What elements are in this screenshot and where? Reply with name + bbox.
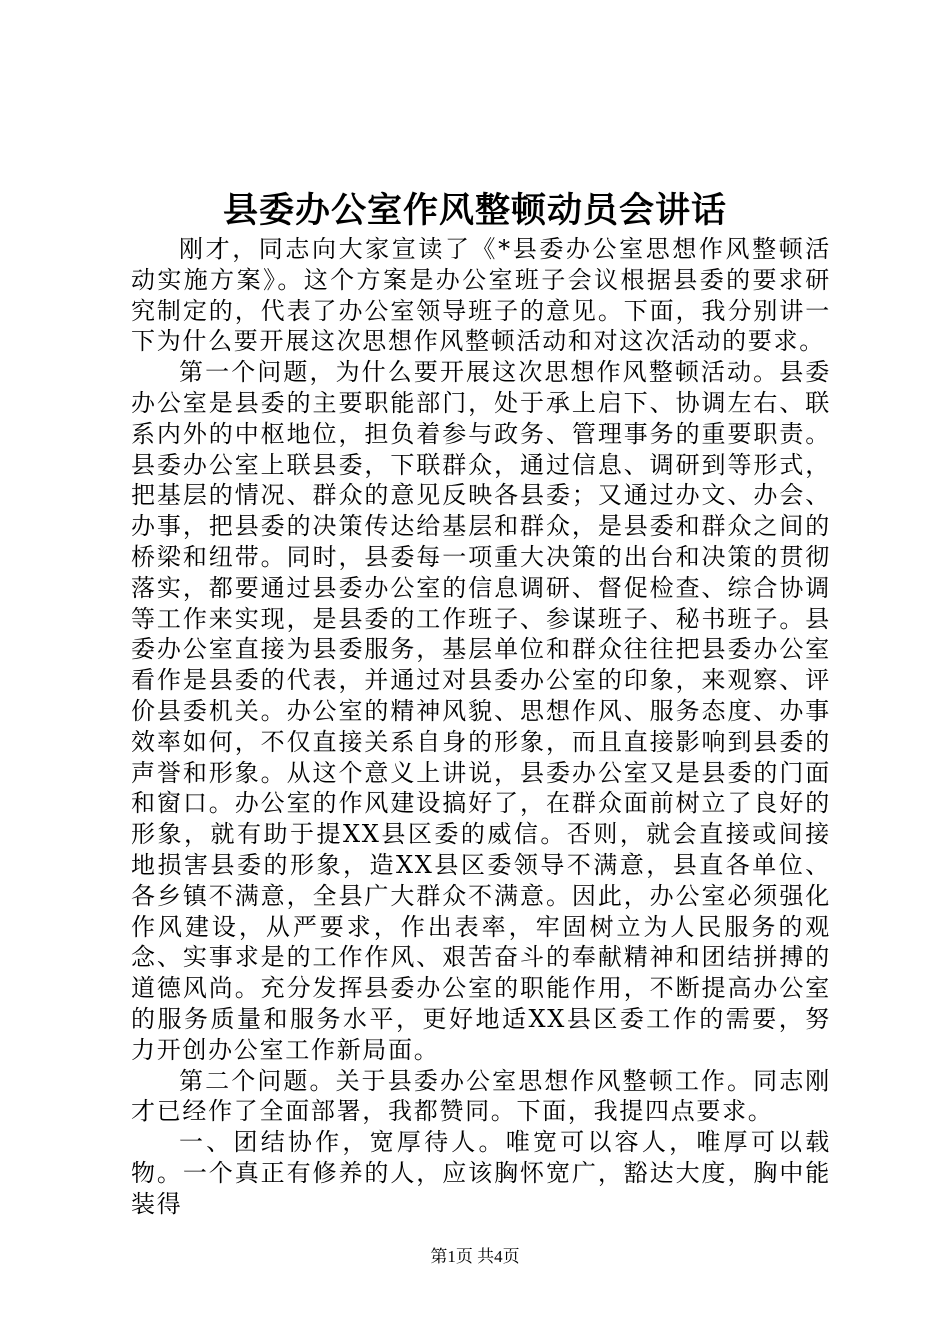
document-body <box>131 234 831 1220</box>
paragraph: 第一个问题，为什么要开展这次思想作风整顿活动。县委办公室是县委的主要职能部门，处于承上启下、协调左右、联系内外的中枢地位，担负着参与政务、管理事务的重要职责。县委办公室上联县委，下联群众，通过信息、调研到等形式，把基层的情况、群众的意见反映各县委；又通过办文、办会、办事，把县委的决策传达给基层和群众，是县委和群众之间的桥梁和纽带。同时，县委每一项重大决策的出台和决策的贯彻落实，都要通过县委办公室的信息调研、督促检查、综合协调等工作来实现，是县委的工作班子、参谋班子、秘书班子。县委办公室直接为县委服务，基层单位和群众往往把县委办公室看作是县委的代表，并通过对县委办公室的印象，来观察、评价县委机关。办公室的精神风貌、思想作风、服务态度、办事效率如何，不仅直接关系自身的形象，而且直接影响到县委的声誉和形象。从这个意义上讲说，县委办公室又是县委的门面和窗口。办公室的作风建设搞好了，在群众面前树立了良好的形象，就有助于提XX县区委的威信。否则，就会直接或间接地损害县委的形象，造XX县区委领导不满意，县直各单位、各乡镇不满意，全县广大群众不满意。因此，办公室必须强化作风建设，从严要求，作出表率，牢固树立为人民服务的观念、实事求是的工作作风、艰苦奋斗的奉献精神和团结拼搏的道德风尚。充分发挥县委办公室的职能作用，不断提高办公室的服务质量和服务水平，更好地适XX县区委工作的需要，努力开创办公室工作新局面。 <box>131 358 831 1064</box>
page-footer: 第1页 共4页 <box>430 1247 520 1266</box>
paragraph: 刚才，同志向大家宣读了《*县委办公室思想作风整顿活动实施方案》。这个方案是办公室班子会议根据县委的要求研究制定的，代表了办公室领导班子的意见。下面，我分别讲一下为什么要开展这次思想作风整顿活动和对这次活动的要求。 <box>131 235 831 356</box>
paragraph: 第二个问题。关于县委办公室思想作风整顿工作。同志刚才已经作了全面部署，我都赞同。下面，我提四点要求。 <box>131 1066 831 1126</box>
document-title: 县委办公室作风整顿动员会讲话 <box>222 190 727 231</box>
paragraph: 一、团结协作，宽厚待人。唯宽可以容人，唯厚可以载物。一个真正有修养的人，应该胸怀宽广，豁达大度，胸中能装得 <box>131 1128 831 1218</box>
